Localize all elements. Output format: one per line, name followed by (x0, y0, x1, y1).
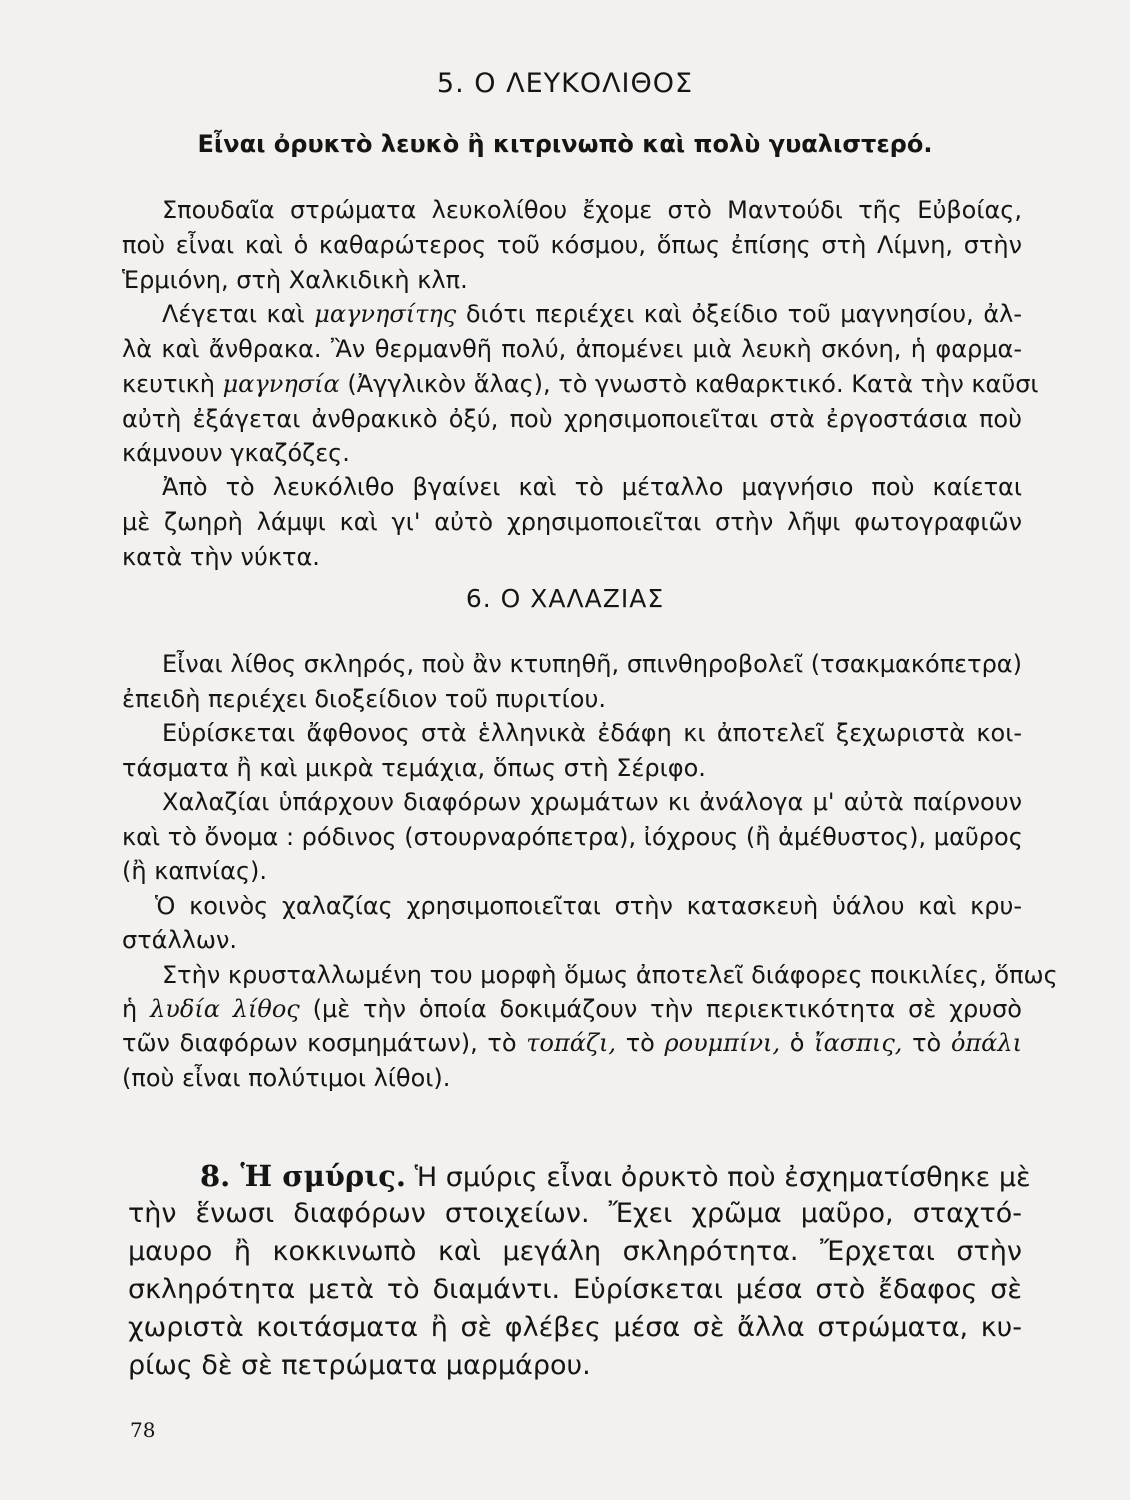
text-line: Ἑρμιόνη, στὴ Χαλκιδικὴ κλπ. (122, 266, 468, 294)
section-8-heading: 8. Ἡ σμύρις. (200, 1159, 407, 1193)
text-line: Λέγεται καὶ μαγνησίτης διότι περιέχει καὶ ὀξείδιο τοῦ μαγνησίου, ἀλ- (162, 300, 1023, 328)
text-line: αὐτὴ ἐξάγεται ἀνθρακικὸ ὀξύ, ποὺ χρησιμοποιεῖται στὰ ἐργοστάσια ποὺ (122, 405, 1022, 433)
text-line: Στὴν κρυσταλλωμένη του μορφὴ ὅμως ἀποτελεῖ διάφορες ποικιλίες, ὅπως (162, 961, 1058, 989)
section-8-first-line: 8. Ἡ σμύρις. Ἡ σμύρις εἶναι ὀρυκτὸ ποὺ ἐσχηματίσθηκε μὲ (200, 1159, 1031, 1193)
text-line: ποὺ εἶναι καὶ ὁ καθαρώτερος τοῦ κόσμου, ὅπως ἐπίσης στὴ Λίμνη, στὴν (122, 231, 1022, 259)
text-line: στάλλων. (122, 926, 238, 954)
text-line: ἐπειδὴ περιέχει διοξείδιον τοῦ πυριτίου. (122, 685, 606, 713)
text-line: Ὁ κοινὸς χαλαζίας χρησιμοποιεῖται στὴν κατασκευὴ ὑάλου καὶ κρυ- (155, 892, 1022, 920)
text-line: χωριστὰ κοιτάσματα ἢ σὲ φλέβες μέσα σὲ ἄλλα στρώματα, κυ- (128, 1312, 1022, 1343)
text-line: (ἢ καπνίας). (122, 857, 268, 885)
text-line: κατὰ τὴν νύκτα. (122, 543, 320, 571)
text-line: τὴν ἕνωσι διαφόρων στοιχείων. Ἔχει χρῶμα μαῦρο, σταχτό- (128, 1198, 1022, 1229)
page-number: 78 (130, 1418, 156, 1442)
term-jasper: ἴασπις, (814, 1029, 903, 1057)
text-line: Εὑρίσκεται ἄφθονος στὰ ἑλληνικὰ ἐδάφη κι ἀποτελεῖ ξεχωριστὰ κοι- (162, 719, 1022, 747)
text-line: κευτικὴ μαγνησία (Ἀγγλικὸν ἅλας), τὸ γνωστὸ καθαρκτικό. Κατὰ τὴν καῦσι (122, 370, 1039, 398)
text-line: Εἶναι λίθος σκληρός, ποὺ ἂν κτυπηθῆ, σπινθηροβολεῖ (τσακμακόπετρα) (162, 650, 1022, 678)
text-line: Ἀπὸ τὸ λευκόλιθο βγαίνει καὶ τὸ μέταλλο μαγνήσιο ποὺ καίεται (162, 473, 1022, 501)
term-magnesite: μαγνησίτης (314, 300, 457, 328)
text-line: ἡ λυδία λίθος (μὲ τὴν ὁποία δοκιμάζουν τὴν περιεκτικότητα σὲ χρυσὸ (122, 995, 1022, 1023)
term-magnesia: μαγνησία (222, 370, 340, 398)
text-line: καὶ τὸ ὄνομα : ρόδινος (στουρναρόπετρα), ἰόχρους (ἢ ἀμέθυστος), μαῦρος (122, 823, 1023, 851)
text-line: μὲ ζωηρὴ λάμψι καὶ γι' αὐτὸ χρησιμοποιεῖται στὴν λῆψι φωτογραφιῶν (122, 508, 1022, 536)
term-opal: ὀπάλι (950, 1029, 1022, 1057)
term-lydia-lithos: λυδία λίθος (150, 995, 300, 1023)
section-5-subtitle: Εἶναι ὀρυκτὸ λευκὸ ἢ κιτρινωπὸ καὶ πολὺ γυαλιστερό. (197, 130, 933, 158)
term-topaz: τοπάζι, (526, 1029, 617, 1057)
text-line: σκληρότητα μετὰ τὸ διαμάντι. Εὑρίσκεται μέσα στὸ ἔδαφος σὲ (128, 1274, 1022, 1305)
text-line: Χαλαζίαι ὑπάρχουν διαφόρων χρωμάτων κι ἀνάλογα μ' αὐτὰ παίρνουν (162, 788, 1022, 816)
term-ruby: ρουμπίνι, (664, 1029, 781, 1057)
text-line: κάμνουν γκαζόζες. (122, 439, 350, 467)
text-line: τῶν διαφόρων κοσμημάτων), τὸ τοπάζι, τὸ ρουμπίνι, ὁ ἴασπις, τὸ ὀπάλι (122, 1029, 1022, 1057)
text-line: (ποὺ εἶναι πολύτιμοι λίθοι). (122, 1064, 451, 1092)
section-6-title: 6. Ο ΧΑΛΑΖΙΑΣ (465, 584, 665, 613)
section-5-title: 5. Ο ΛΕΥΚΟΛΙΘΟΣ (436, 68, 694, 99)
text-line: Σπουδαῖα στρώματα λευκολίθου ἔχομε στὸ Μαντούδι τῆς Εὐβοίας, (162, 196, 1022, 224)
text-line: μαυρο ἢ κοκκινωπὸ καὶ μεγάλη σκληρότητα. Ἔρχεται στὴν (128, 1236, 1022, 1267)
text-line: τάσματα ἢ καὶ μικρὰ τεμάχια, ὅπως στὴ Σέριφο. (122, 754, 706, 782)
text-line: ρίως δὲ σὲ πετρώματα μαρμάρου. (128, 1350, 591, 1381)
text-line: λὰ καὶ ἄνθρακα. Ἂν θερμανθῆ πολύ, ἀπομένει μιὰ λευκὴ σκόνη, ἡ φαρμα- (122, 335, 1022, 363)
